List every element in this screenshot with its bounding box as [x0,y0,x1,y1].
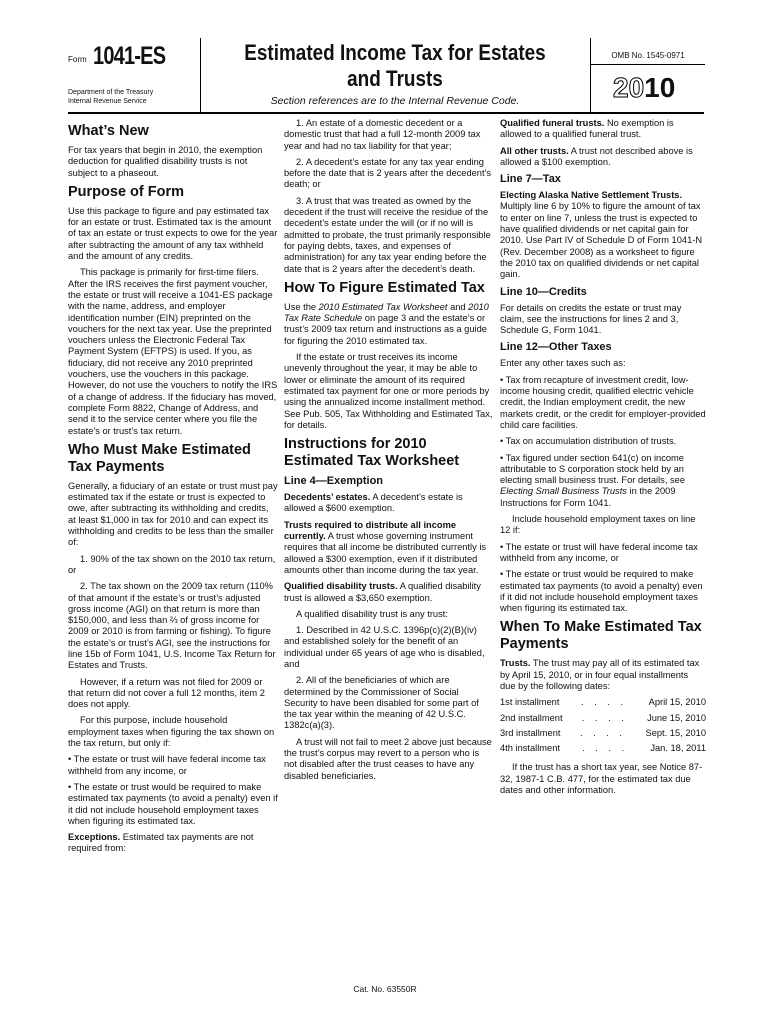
line-12-text-1: Enter any other taxes such as: [500,358,626,369]
trusts-payments [500,658,706,692]
trusts-distribute-label: Trusts required to distribute all income currently. [284,519,457,542]
leader-dots: . . . . [581,712,628,723]
title-box [200,38,590,112]
exceptions-label: Exceptions. [68,832,121,843]
omb-box [590,38,705,112]
form-subtitle: Section references are to the Internal Revenue Code. [270,95,520,107]
who-must-bullet-1: • The estate or trust will have federal income tax withheld from any income, or [68,754,266,776]
line-10-heading: Line 10—Credits [500,285,587,298]
department [68,88,153,106]
decedents-estates [284,492,494,515]
leader-dots: . . . . [580,697,628,708]
whats-new-text: For tax years that begin in 2010, the exemption deduction for qualified disability trusts is not subject to a phaseout. [68,145,263,178]
how-to-figure-heading: How To Figure Estimated Tax [284,279,485,296]
installment-date: April 15, 2010 [648,697,706,708]
when-to-make-heading: When To Make Estimated Tax Payments [500,619,702,653]
column-1 [68,118,278,860]
all-other-label: All other trusts. [500,145,569,156]
installment-date: June 15, 2010 [647,712,706,723]
l12-c: in the 2009 Instructions for Form 1041. [500,486,676,508]
who-must-text-4: However, if a return was not filed for 2009 or that return did not cover a full 12 months, item 2 does not apply. [68,676,265,710]
installment-list [500,697,706,754]
all-other-trusts [500,146,706,169]
exception-2: 2. A decedent’s estate for any tax year ending before the date that is 2 years after the decedent’s death; or [284,156,492,190]
exceptions-body: Estimated tax payments are not required from: [68,832,254,854]
who-must-heading: Who Must Make Estimated Tax Payments [68,441,251,475]
line-12-heading: Line 12—Other Taxes [500,341,612,354]
line-4-heading: Line 4—Exemption [284,475,384,488]
tax-year [613,72,675,104]
tax-year-outline: 20 [613,72,645,103]
form-word: Form [68,55,87,64]
installment-label: 3rd installment [500,727,561,738]
trusts-payments-body: The trust may pay all of its estimated tax by April 15, 2010, or in four equal installments due by the following dates: [500,658,700,691]
form-id-box [68,38,201,112]
who-must-text-3: 2. The tax shown on the 2009 tax return (110% of that amount if the estate’s or trust’s adjusted gross income (AGI) on that return is more than $150,000, and less than ⅔ of gross income for 2009 or 2010 is from farming or fishing). To figure the estate’s or trust’s AGI, see the instructions for line 15b of Form 1041, U.S. Income Tax Return for Estates and Trusts. [68,581,276,671]
esbt-ref: Electing Small Business Trusts [500,486,627,497]
trusts-distribute [284,520,494,576]
installment-row [500,697,706,708]
line-10-text: For details on credits the estate or trust may claim, see the instructions for lines 2 and 3, Schedule G, Form 1041. [500,302,682,336]
line-12-bullet-3 [500,453,706,509]
how-to-figure-text-1 [284,302,494,347]
who-must-text-5: For this purpose, include household employment taxes when figuring the tax shown on the tax return, but only if: [68,715,275,749]
title-line-1: Estimated Income Tax for Estates [244,40,546,65]
column-3 [500,118,706,801]
decedents-body: A decedent’s estate is allowed a $600 exemption. [284,492,463,514]
title-line-2: and Trusts [347,66,443,91]
how-c: and [447,301,469,312]
worksheet-ref: 2010 Estimated Tax Worksheet [318,301,448,312]
installment-label: 2nd installment [500,712,563,723]
l12-a: • Tax figured under section 641(c) on income attributable to S corporation stock held by an electing small business trust. For details, see [500,452,685,486]
line-12-bullet-5: • The estate or trust would be required to make estimated tax payments (to avoid a penalty) even if it did not include household employment taxes when figuring its estimated tax. [500,569,703,614]
all-other-body: A trust not described above is allowed a $100 exemption. [500,145,693,167]
installment-row [500,713,706,724]
installment-date: Sept. 15, 2010 [645,727,706,738]
form-title [227,40,562,92]
whats-new-heading: What’s New [68,123,149,139]
how-a: Use the [284,301,319,312]
department-line: Department of the Treasury [68,89,154,96]
qualified-funeral [500,118,706,141]
purpose-text-2: This package is primarily for first-time filers. After the IRS receives the first payment voucher, the estate or trust will receive a 1041-ES package with the name, address, and employer identification number (EIN) preprinted on the vouchers for the next tax year. Use the preprinted vouchers unless the Electronic Federal Tax Payment System (EFTPS) is used. If you, as fiduciary, did not receive any 2010 preprinted vouchers, use the vouchers in this package. However, do not use the vouchers to notify the IRS of a change of address. If the fiduciary has moved, complete Form 8822, Change of Address, and send it to the service center where you file the estate’s or trust’s tax return. [68,267,278,436]
qualified-funeral-label: Qualified funeral trusts. [500,118,605,128]
installment-label: 1st installment [500,697,560,708]
installment-row [500,728,706,739]
qualified-funeral-body: No exemption is allowed to a qualified funeral trust. [500,118,674,140]
alaska-body: Multiply line 6 by 10% to figure the amount of tax to enter on line 7, unless the trust is expected to have qualified dividends or net capital gain for 2010. Use Part IV of Schedule D of Form 1041-N (Rev. December 2008) as a worksheet to figure the 2010 tax on qualified dividends or net capital gain. [500,201,703,280]
who-must-bullet-2: • The estate or trust would be required to make estimated tax payments (to avoid a penalty) even if it did not include household employment taxes when figuring its estimated tax. [68,781,278,826]
tax-year-bold: 10 [644,72,676,103]
qualified-disability-body: A qualified disability trust is allowed a $3,650 exemption. [284,581,481,603]
line-12-bullet-2: • Tax on accumulation distribution of trusts. [500,436,677,447]
leader-dots: . . . . [582,743,629,754]
instructions-heading: Instructions for 2010 Estimated Tax Worksheet [284,436,460,470]
installment-date: Jan. 18, 2011 [650,743,706,754]
how-to-figure-text-2: If the estate or trust receives its income unevenly throughout the year, it may be able to lower or eliminate the amount of its required estimated tax payment for one or more periods by using the annualized income installment method. See Pub. 505, Tax Withholding and Estimated Tax, for details. [284,352,493,430]
trusts-distribute-body: A trust whose governing instrument requires that all income be distributed currently is allowed a $300 exemption, even if it distributed amounts other than income during the tax year. [284,531,487,575]
exceptions-text [68,832,278,855]
purpose-text-1: Use this package to figure and pay estimated tax for an estate or trust. Estimated tax is the amount of tax an estate or trust expects to owe for the year after subtracting the amount of any tax withheld and the amount of any credits. [68,205,278,262]
agency-line: Internal Revenue Service [68,98,147,105]
qualified-disability-label: Qualified disability trusts. [284,581,398,592]
alaska-label: Electing Alaska Native Settlement Trusts. [500,190,683,201]
installment-label: 4th installment [500,743,560,754]
qualified-disability-5: A trust will not fail to meet 2 above just because the trust’s corpus may revert to a person who is not disabled after the trust ceases to have any disabled beneficiaries. [284,736,492,781]
rate-schedule-ref: 2010 Tax Rate Schedule [284,301,489,324]
qualified-disability-2: A qualified disability trust is any trust: [296,608,448,619]
form-header [68,38,704,114]
form-number: 1041-ES [93,42,166,70]
purpose-heading: Purpose of Form [68,183,185,200]
who-must-text-2: 1. 90% of the tax shown on the 2010 tax return, or [68,553,276,575]
decedents-label: Decedents’ estates. [284,492,371,503]
exception-1: 1. An estate of a domestic decedent or a domestic trust that had a full 12-month 2009 tax year and had no tax liability for that year; [284,118,481,151]
alaska-trusts [500,190,706,280]
line-12-bullet-1: • Tax from recapture of investment credit, low-income housing credit, qualified electric vehicle credit, the Indian employment credit, the new markets credit, or the credit for employer-provided child care facilities. [500,374,706,430]
catalog-number: Cat. No. 63550R [353,984,417,994]
trusts-payments-label: Trusts. [500,658,531,669]
leader-dots: . . . . [579,727,627,738]
qualified-disability-3: 1. Described in 42 U.S.C. 1396p(c)(2)(B)(iv) and established solely for the benefit of an individual under 65 years of age who is disabled, and [284,625,485,669]
omb-number: OMB No. 1545-0971 [591,51,705,65]
line-7-heading: Line 7—Tax [500,173,561,186]
how-e: on page 3 and the estate’s or trust’s 2009 tax return and instructions as a guide for figuring the 2010 estimated tax. [284,313,487,346]
line-12-bullet-4: • The estate or trust will have federal income tax withheld from any income, or [500,541,698,563]
short-year-text: If the trust has a short tax year, see Notice 87-32, 1987-1 C.B. 477, for the estimated tax due dates and other information. [500,762,703,796]
who-must-text-1: Generally, a fiduciary of an estate or trust must pay estimated tax if the estate or trust is expected to owe, after subtracting its withholding and credits, at least $1,000 in tax for 2010 and can expect its withholding and credits to be less than the smaller of: [68,480,278,548]
qualified-disability [284,581,494,604]
line-12-text-5: Include household employment taxes on line 12 if: [500,514,696,536]
installment-row [500,743,706,754]
column-2 [284,118,494,787]
qualified-disability-4: 2. All of the beneficiaries of which are determined by the Commissioner of Social Security to have been disabled for some part of the tax year within the meaning of 42 U.S.C. 1382c(a)(3). [284,675,479,731]
exception-3: 3. A trust that was treated as owned by the decedent if the trust will receive the residue of the decedent’s estate under the will (or if no will is admitted to probate, the trust primarily responsible for paying debts, taxes, and expenses of administration) for any tax year ending before the date that is 2 years after the decedent’s death. [284,195,491,274]
